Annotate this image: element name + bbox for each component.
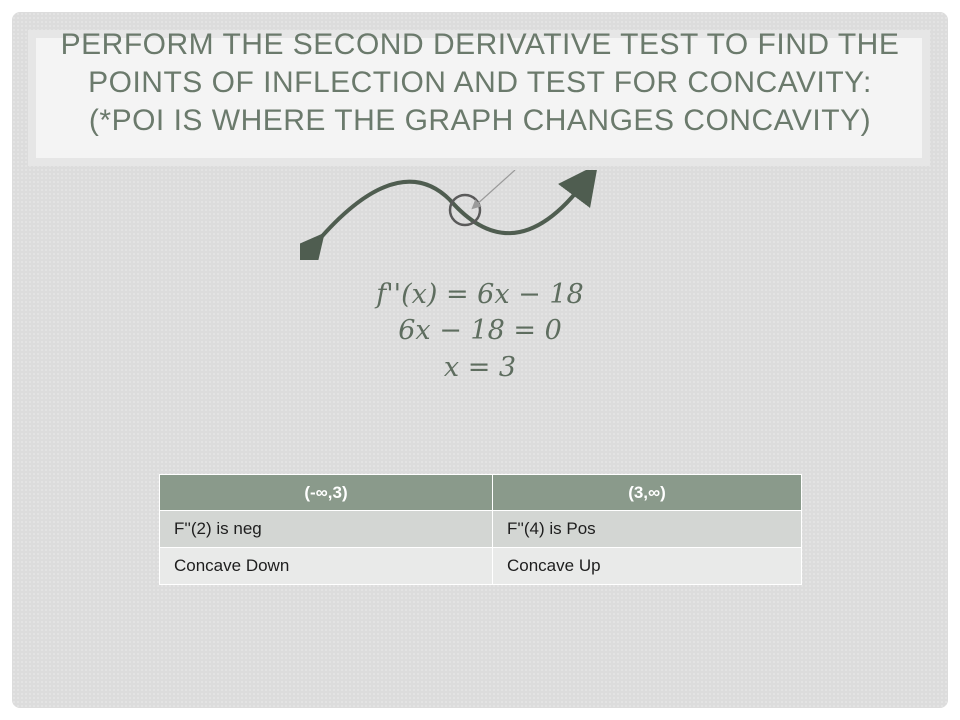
inflection-point-circle [450,195,480,225]
table-cell: Concave Up [493,548,802,585]
table-cell: F''(4) is Pos [493,511,802,548]
table-cell: Concave Down [160,548,493,585]
page-title: PERFORM THE SECOND DERIVATIVE TEST TO FIND THE POINTS OF INFLECTION AND TEST FOR CONCAVITY: (*POI IS WHERE THE GRAPH CHANGES CONCAVITY) [60,28,900,137]
inflection-curve-sketch [300,170,610,260]
curve-line [312,180,586,248]
table-row [160,511,802,548]
table-header-row [160,475,802,511]
equation-set-zero: 6x − 18 = 0 [398,315,562,346]
equation-second-derivative: f''(x) = 6x − 18 [376,279,584,310]
equation-solution: x = 3 [443,352,517,383]
pointer-arrow [475,170,515,206]
table-cell: F''(2) is neg [160,511,493,548]
table-row [160,548,802,585]
table-header-interval-left: (-∞,3) [160,475,493,511]
concavity-table [159,474,802,585]
table-header-interval-right: (3,∞) [493,475,802,511]
